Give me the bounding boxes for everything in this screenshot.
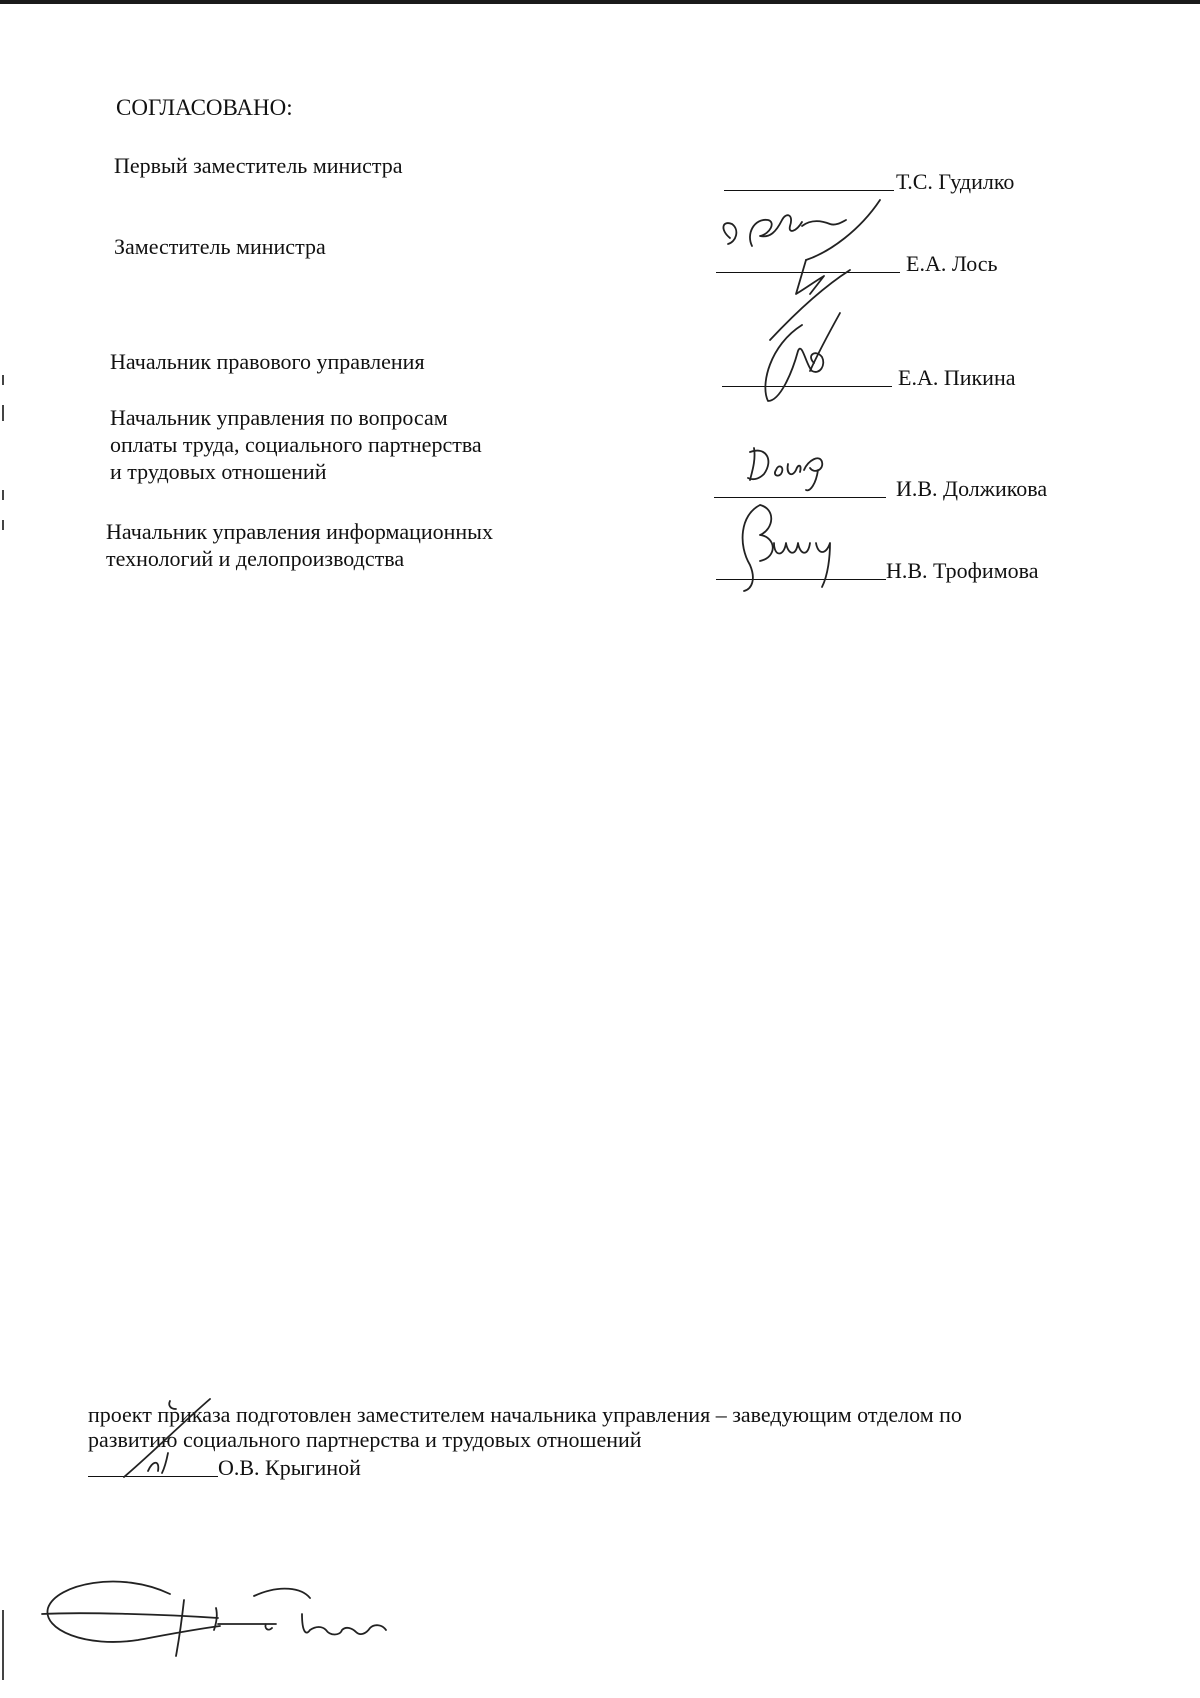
scan-artifact bbox=[2, 490, 4, 500]
prepared-by-name: О.В. Крыгиной bbox=[218, 1455, 361, 1480]
handwritten-signature bbox=[740, 305, 860, 415]
handwritten-signature bbox=[110, 1395, 230, 1485]
prepared-by-line1: проект приказа подготовлен заместителем начальника управления – заведующим отделом по bbox=[88, 1402, 962, 1427]
approver-position: технологий и делопроизводства bbox=[106, 546, 405, 571]
approver-position: Первый заместитель министра bbox=[114, 153, 403, 178]
approver-name: Т.С. Гудилко bbox=[896, 169, 1015, 194]
approver-position: Заместитель министра bbox=[114, 234, 326, 259]
approver-name: И.В. Должикова bbox=[896, 476, 1048, 501]
approver-position: Начальник правового управления bbox=[110, 349, 425, 374]
scan-top-border bbox=[0, 0, 1200, 4]
approver-name: Н.В. Трофимова bbox=[886, 558, 1039, 583]
handwritten-signature bbox=[40, 1574, 400, 1664]
approver-position: Начальник управления информационных bbox=[106, 519, 493, 544]
handwritten-signature bbox=[730, 495, 870, 595]
scan-artifact bbox=[2, 1610, 4, 1680]
approver-position: оплаты труда, социального партнерства bbox=[110, 432, 482, 457]
scan-artifact bbox=[2, 375, 4, 385]
approver-position: Начальник управления по вопросам bbox=[110, 405, 448, 430]
prepared-by-note bbox=[88, 1402, 1100, 1452]
scan-artifact bbox=[2, 520, 4, 530]
approver-name: Е.А. Лось bbox=[906, 251, 998, 276]
handwritten-signature bbox=[742, 440, 852, 500]
approver-position: и трудовых отношений bbox=[110, 459, 327, 484]
prepared-by-line2: развитию социального партнерства и трудовых отношений bbox=[88, 1427, 642, 1452]
approval-heading: СОГЛАСОВАНО: bbox=[116, 95, 293, 120]
approver-name: Е.А. Пикина bbox=[898, 365, 1016, 390]
scan-artifact bbox=[2, 405, 4, 421]
